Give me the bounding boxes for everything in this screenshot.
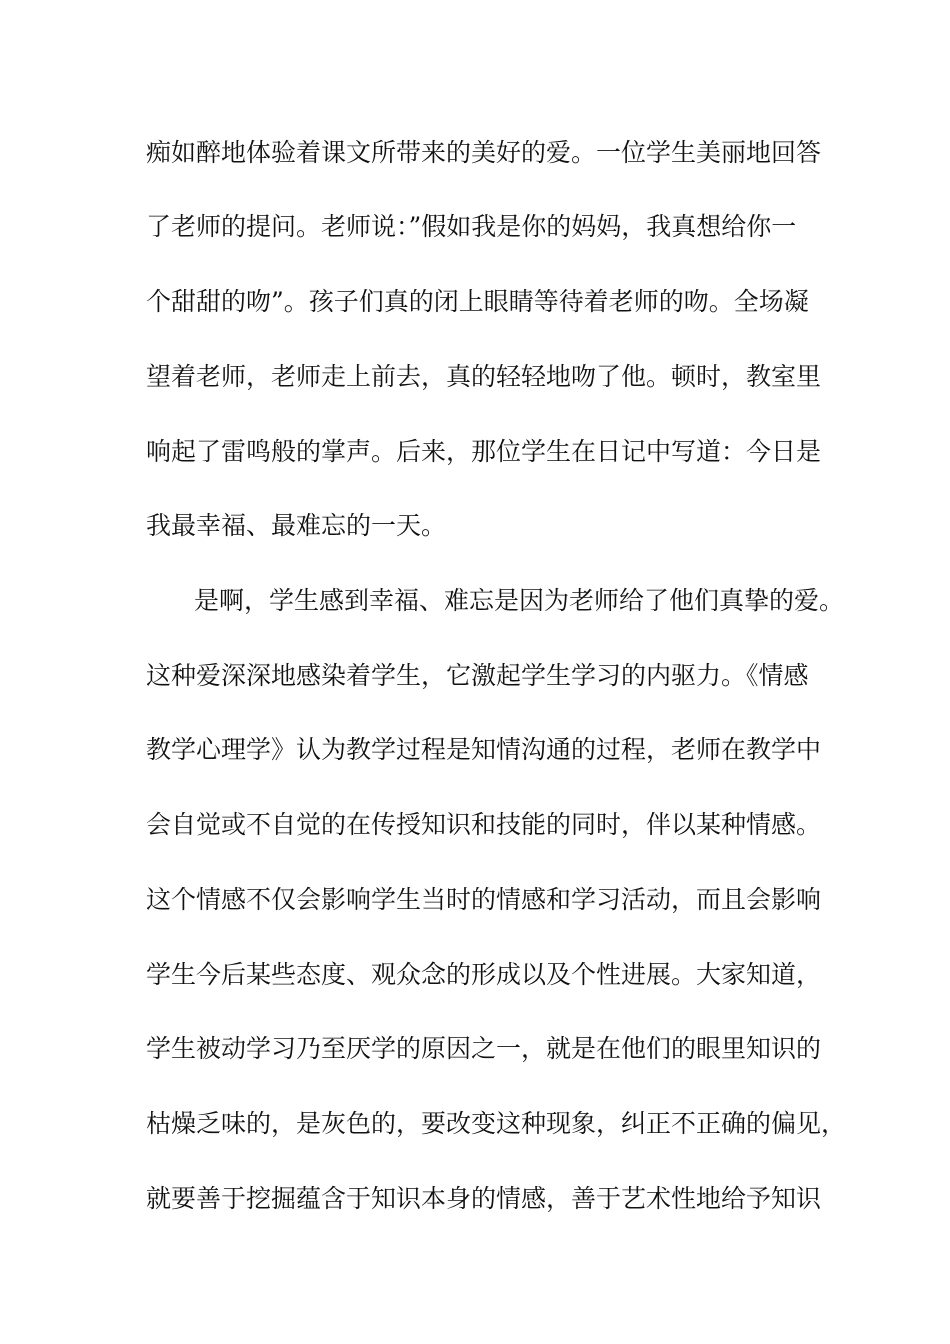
text-line: 枯燥乏味的，是灰色的，要改变这种现象，纠正不正确的偏见， (146, 1109, 847, 1138)
text-line: 我最幸福、最难忘的一天。 (146, 511, 447, 540)
text-line: 会自觉或不自觉的在传授知识和技能的同时，伴以某种情感。 (146, 810, 822, 839)
text-line: 这个情感不仅会影响学生当时的情感和学习活动，而且会影响 (146, 885, 822, 914)
text-line: 学生今后某些态度、观众念的形成以及个性进展。大家知道， (146, 960, 822, 989)
text-line: 了老师的提问。老师说：”假如我是你的妈妈，我真想给你一 (146, 212, 797, 241)
text-line: 学生被动学习乃至厌学的原因之一，就是在他们的眼里知识的 (146, 1034, 822, 1063)
text-line: 响起了雷鸣般的掌声。后来，那位学生在日记中写道：今日是 (146, 437, 822, 466)
paragraph-first-line: 是啊，学生感到幸福、难忘是因为老师给了他们真挚的爱。 (194, 586, 845, 615)
text-line: 这种爱深深地感染着学生，它激起学生学习的内驱力。《情感 (146, 661, 809, 690)
text-line: 教学心理学》认为教学过程是知情沟通的过程，老师在教学中 (146, 735, 822, 764)
text-line: 望着老师，老师走上前去，真的轻轻地吻了他。顿时，教室里 (146, 362, 822, 391)
text-line: 个甜甜的吻”。孩子们真的闭上眼睛等待着老师的吻。全场凝 (146, 287, 809, 316)
text-line: 就要善于挖掘蕴含于知识本身的情感，善于艺术性地给予知识 (146, 1184, 822, 1213)
text-line: 痴如醉地体验着课文所带来的美好的爱。一位学生美丽地回答 (146, 138, 822, 167)
